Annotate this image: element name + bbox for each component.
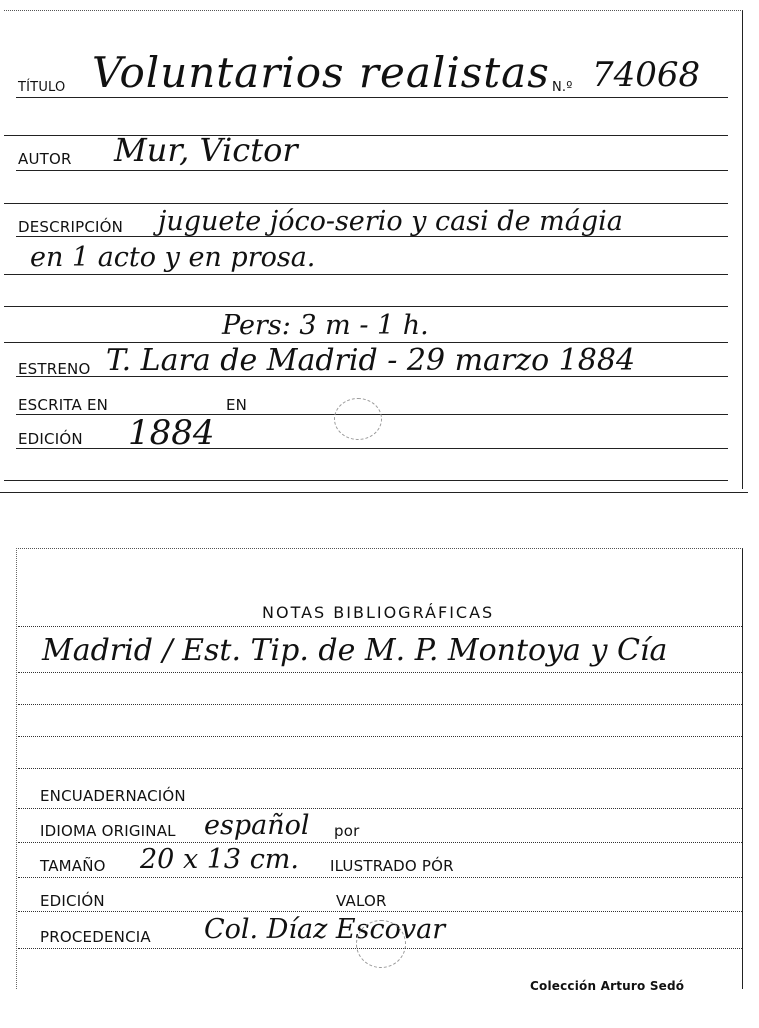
por-label: por — [334, 822, 360, 840]
coleccion-label: Colección Arturo Sedó — [530, 979, 685, 993]
titulo-value: Voluntarios realistas — [92, 48, 550, 97]
rule-edicion-bottom — [18, 911, 742, 912]
rule-tamano — [18, 877, 742, 878]
autor-value: Mur, Victor — [114, 131, 298, 169]
procedencia-value: Col. Díaz Escovar — [204, 914, 446, 945]
estreno-value: T. Lara de Madrid - 29 marzo 1884 — [106, 343, 636, 378]
rule-notas-2 — [18, 672, 742, 673]
descripcion-line1: juguete jóco-serio y casi de mágia — [158, 206, 623, 237]
numero-value: 74068 — [592, 55, 701, 95]
rule-desc-3 — [4, 306, 728, 307]
notas-heading: NOTAS BIBLIOGRÁFICAS — [262, 603, 495, 622]
rule-desc-2 — [4, 274, 728, 275]
rule-notas-4 — [18, 736, 742, 737]
edicion-label-top: EDICIÓN — [18, 430, 83, 448]
idioma-value: español — [204, 810, 310, 841]
rule-edicion — [16, 448, 728, 449]
numero-label: N.º — [552, 80, 573, 95]
idioma-label: IDIOMA ORIGINAL — [40, 822, 176, 840]
rule-encuadernacion — [18, 808, 742, 809]
autor-label: AUTOR — [18, 150, 72, 168]
titulo-label: TÍTULO — [18, 80, 66, 95]
tamano-label: TAMAÑO — [40, 857, 106, 875]
rule-top-1 — [4, 135, 728, 136]
rule-idioma — [18, 842, 742, 843]
rule-notas-3 — [18, 704, 742, 705]
valor-label: VALOR — [336, 892, 387, 910]
faint-stamp-top — [334, 398, 382, 440]
estreno-label: ESTRENO — [18, 360, 91, 378]
rule-top-2 — [4, 203, 728, 204]
rule-notas — [18, 626, 742, 627]
edicion-label-bottom: EDICIÓN — [40, 892, 105, 910]
personajes-value: Pers: 3 m - 1 h. — [222, 310, 429, 341]
rule-autor — [16, 170, 728, 171]
notas-value: Madrid / Est. Tip. de M. P. Montoya y Cía — [42, 633, 668, 668]
rule-titulo — [16, 97, 728, 98]
tamano-value: 20 x 13 cm. — [140, 844, 299, 875]
faint-stamp-bottom — [356, 920, 406, 968]
procedencia-label: PROCEDENCIA — [40, 928, 151, 946]
rule-top-bottom — [4, 480, 728, 481]
rule-notas-5 — [18, 768, 742, 769]
descripcion-label: DESCRIPCIÓN — [18, 218, 124, 236]
en-label: EN — [226, 396, 248, 414]
ilustrado-label: ILUSTRADO PÓR — [330, 857, 454, 875]
rule-procedencia — [18, 948, 742, 949]
edicion-value-top: 1884 — [128, 413, 215, 453]
escrita-en-label: ESCRITA EN — [18, 396, 109, 414]
descripcion-line2: en 1 acto y en prosa. — [30, 242, 316, 273]
encuadernacion-label: ENCUADERNACIÓN — [40, 787, 186, 805]
rule-card-edge — [0, 492, 748, 493]
